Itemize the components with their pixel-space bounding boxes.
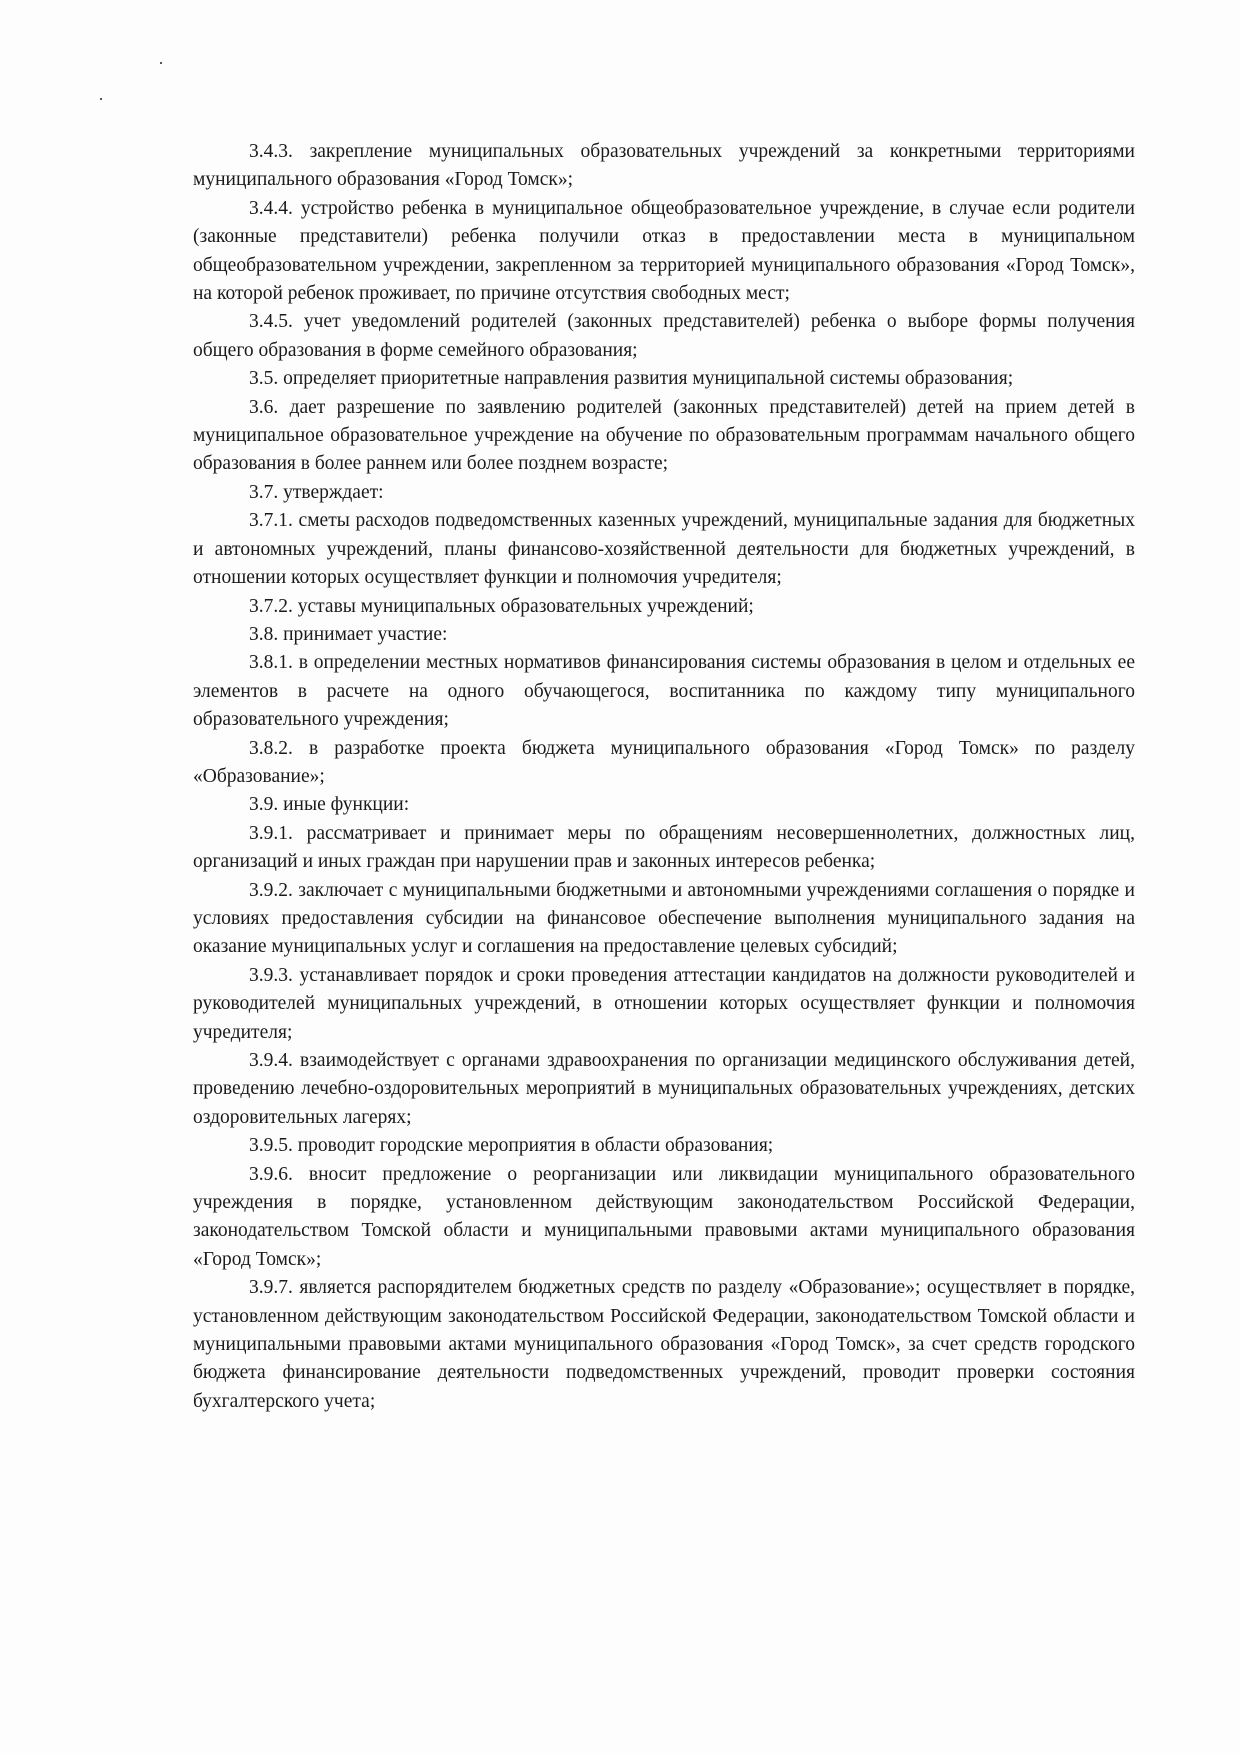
paragraph-3-7: 3.7. утверждает: (249, 481, 384, 503)
paragraph-3-9-2: 3.9.2. заключает с муниципальными бюджетными и автономными учреждениями соглашения о порядке и условиях предоставления субсидии на финансовое обеспечение выполнения муниципального задания на оказание муниципальных услуг и соглашения на предоставление целевых субсидий; (193, 879, 1135, 958)
paragraph-3-9-6: 3.9.6. вносит предложение о реорганизации или ликвидации муниципального образовательного учреждения в порядке, установленном действующим законодательством Российской Федерации, законодательством Томской области и муниципальными правовыми актами муниципального образования «Город Томск»; (193, 1163, 1135, 1270)
paragraph-3-9-1: 3.9.1. рассматривает и принимает меры по обращениям несовершеннолетних, должностных лиц, организаций и иных граждан при нарушении прав и законных интересов ребенка; (193, 822, 1135, 873)
paragraph-3-8: 3.8. принимает участие: (249, 623, 448, 645)
paragraph-3-6: 3.6. дает разрешение по заявлению родителей (законных представителей) детей на прием детей в муниципальное образовательное учреждение на обучение по образовательным программам начального общего образования в более раннем или более позднем возрасте; (193, 396, 1135, 475)
paragraph-3-4-5: 3.4.5. учет уведомлений родителей (законных представителей) ребенка о выборе формы получения общего образования в форме семейного образования; (193, 311, 1135, 361)
scan-speck (100, 98, 102, 100)
paragraph-3-5: 3.5. определяет приоритетные направления развития муниципальной системы образования; (249, 368, 1014, 390)
paragraph-3-9-4: 3.9.4. взаимодействует с органами здравоохранения по организации медицинского обслуживания детей, проведению лечебно-оздоровительных мероприятий в муниципальных образовательных учреждениях, детских оздоровительных лагерях; (193, 1050, 1135, 1128)
paragraph-3-4-4: 3.4.4. устройство ребенка в муниципальное общеобразовательное учреждение, в случае если родители (законные представители) ребенка получили отказ в предоставлении места в муниципальном общеобразовательном учреждении, закрепленном за территорией муниципального образования «Город Томск», на которой ребенок проживает, по причине отсутствия свободных мест; (193, 197, 1135, 305)
paragraph-3-4-3: 3.4.3. закрепление муниципальных образовательных учреждений за конкретными территориями муниципального образования «Город Томск»; (193, 141, 1135, 191)
paragraph-3-9-5: 3.9.5. проводит городские мероприятия в области образования; (249, 1135, 774, 1157)
paragraph-3-7-2: 3.7.2. уставы муниципальных образовательных учреждений; (249, 595, 754, 617)
paragraph-3-9-3: 3.9.3. устанавливает порядок и сроки проведения аттестации кандидатов на должности руководителей и руководителей муниципальных учреждений, в отношении которых осуществляет функции и полномочия учредителя; (193, 964, 1135, 1043)
paragraph-3-8-2: 3.8.2. в разработке проекта бюджета муниципального образования «Город Томск» по разделу «Образование»; (193, 737, 1135, 787)
document-body (193, 138, 1135, 1416)
paragraph-3-8-1: 3.8.1. в определении местных нормативов финансирования системы образования в целом и отдельных ее элементов в расчете на одного обучающегося, воспитанника по каждому типу муниципального образовательного учреждения; (193, 652, 1135, 731)
paragraph-3-9-7: 3.9.7. является распорядителем бюджетных средств по разделу «Образование»; осуществляет в порядке, установленном действующим законодательством Российской Федерации, законодательством Томской области и муниципальными правовыми актами муниципального образования «Город Томск», за счет средств городского бюджета финансирование деятельности подведомственных учреждений, проводит проверки состояния бухгалтерского учета; (193, 1277, 1135, 1412)
scan-speck (160, 62, 162, 64)
paragraph-3-9: 3.9. иные функции: (249, 794, 410, 816)
paragraph-3-7-1: 3.7.1. сметы расходов подведомственных казенных учреждений, муниципальные задания для бюджетных и автономных учреждений, планы финансово-хозяйственной деятельности для бюджетных учреждений, в отношении которых осуществляет функции и полномочия учредителя; (193, 510, 1135, 589)
